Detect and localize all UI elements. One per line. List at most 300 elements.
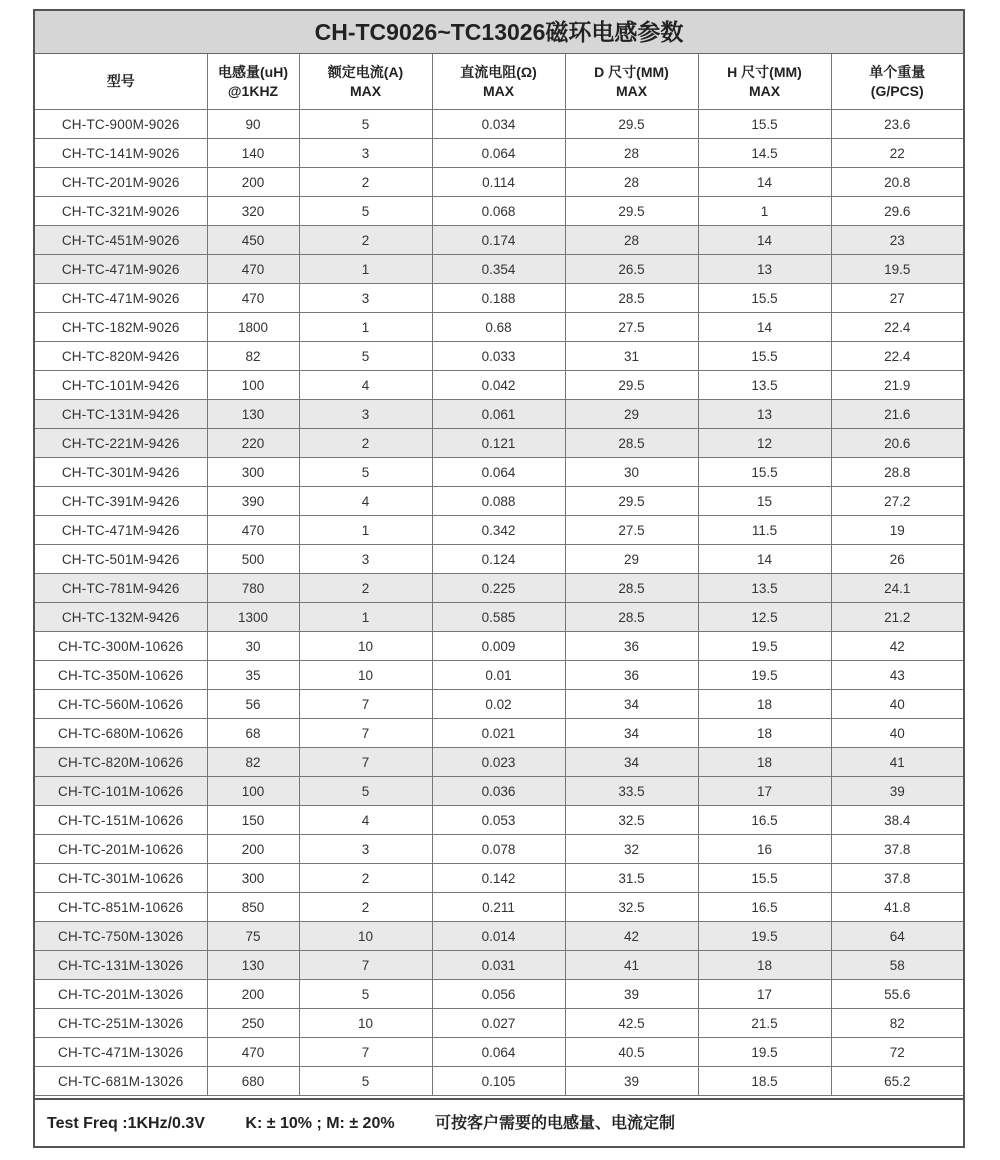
value-cell: 850	[207, 893, 299, 922]
table-row	[35, 516, 963, 545]
value-cell: 32	[565, 835, 698, 864]
table-row	[35, 777, 963, 806]
table-row	[35, 864, 963, 893]
model-cell: CH-TC-851M-10626	[35, 893, 207, 922]
value-cell: 64	[831, 922, 963, 951]
value-cell: 1	[698, 197, 831, 226]
value-cell: 0.036	[432, 777, 565, 806]
table-row	[35, 371, 963, 400]
value-cell: 2	[299, 893, 432, 922]
column-header-line: MAX	[748, 82, 781, 99]
table-row	[35, 226, 963, 255]
model-cell: CH-TC-501M-9426	[35, 545, 207, 574]
value-cell: 21.2	[831, 603, 963, 632]
value-cell: 32.5	[565, 893, 698, 922]
column-header-line: (G/PCS)	[870, 82, 924, 99]
table-row	[35, 922, 963, 951]
value-cell: 15.5	[698, 110, 831, 139]
model-cell: CH-TC-820M-9426	[35, 342, 207, 371]
value-cell: 0.061	[432, 400, 565, 429]
value-cell: 390	[207, 487, 299, 516]
value-cell: 0.142	[432, 864, 565, 893]
value-cell: 26	[831, 545, 963, 574]
value-cell: 200	[207, 835, 299, 864]
model-cell: CH-TC-471M-9426	[35, 516, 207, 545]
value-cell: 29.5	[565, 197, 698, 226]
value-cell: 0.188	[432, 284, 565, 313]
table-row	[35, 603, 963, 632]
table-row	[35, 661, 963, 690]
value-cell: 450	[207, 226, 299, 255]
value-cell: 30	[565, 458, 698, 487]
value-cell: 20.8	[831, 168, 963, 197]
table-body	[35, 110, 963, 1096]
value-cell: 0.124	[432, 545, 565, 574]
value-cell: 10	[299, 1009, 432, 1038]
sheet-title: CH-TC9026~TC13026磁环电感参数	[35, 11, 963, 54]
value-cell: 7	[299, 951, 432, 980]
value-cell: 780	[207, 574, 299, 603]
value-cell: 100	[207, 371, 299, 400]
value-cell: 22	[831, 139, 963, 168]
model-cell: CH-TC-182M-9026	[35, 313, 207, 342]
value-cell: 0.056	[432, 980, 565, 1009]
value-cell: 28	[565, 139, 698, 168]
model-cell: CH-TC-101M-10626	[35, 777, 207, 806]
value-cell: 0.042	[432, 371, 565, 400]
table-row	[35, 458, 963, 487]
value-cell: 100	[207, 777, 299, 806]
value-cell: 0.174	[432, 226, 565, 255]
value-cell: 0.021	[432, 719, 565, 748]
table-row	[35, 487, 963, 516]
value-cell: 130	[207, 400, 299, 429]
model-cell: CH-TC-471M-9026	[35, 284, 207, 313]
value-cell: 20.6	[831, 429, 963, 458]
model-cell: CH-TC-321M-9026	[35, 197, 207, 226]
value-cell: 29.5	[565, 110, 698, 139]
value-cell: 41	[565, 951, 698, 980]
column-header-line: 额定电流(A)	[327, 63, 404, 80]
value-cell: 21.6	[831, 400, 963, 429]
column-header-line: MAX	[349, 82, 382, 99]
value-cell: 0.585	[432, 603, 565, 632]
value-cell: 27.5	[565, 516, 698, 545]
value-cell: 0.02	[432, 690, 565, 719]
model-cell: CH-TC-391M-9426	[35, 487, 207, 516]
value-cell: 22.4	[831, 313, 963, 342]
model-cell: CH-TC-900M-9026	[35, 110, 207, 139]
customization-note: 可按客户需要的电感量、电流定制	[435, 1115, 676, 1132]
value-cell: 68	[207, 719, 299, 748]
value-cell: 29.5	[565, 371, 698, 400]
table-row	[35, 342, 963, 371]
value-cell: 82	[207, 748, 299, 777]
value-cell: 11.5	[698, 516, 831, 545]
model-cell: CH-TC-201M-9026	[35, 168, 207, 197]
value-cell: 0.064	[432, 1038, 565, 1067]
table-row	[35, 1067, 963, 1096]
model-cell: CH-TC-781M-9426	[35, 574, 207, 603]
value-cell: 36	[565, 632, 698, 661]
table-row	[35, 313, 963, 342]
value-cell: 16.5	[698, 893, 831, 922]
value-cell: 58	[831, 951, 963, 980]
value-cell: 27.5	[565, 313, 698, 342]
column-header-line: 型号	[106, 73, 135, 89]
value-cell: 17	[698, 980, 831, 1009]
table-row	[35, 574, 963, 603]
value-cell: 43	[831, 661, 963, 690]
value-cell: 12.5	[698, 603, 831, 632]
footer-note	[35, 1098, 963, 1146]
value-cell: 72	[831, 1038, 963, 1067]
value-cell: 140	[207, 139, 299, 168]
value-cell: 0.034	[432, 110, 565, 139]
value-cell: 15.5	[698, 342, 831, 371]
value-cell: 35	[207, 661, 299, 690]
value-cell: 0.088	[432, 487, 565, 516]
value-cell: 500	[207, 545, 299, 574]
value-cell: 42.5	[565, 1009, 698, 1038]
value-cell: 1	[299, 516, 432, 545]
value-cell: 0.009	[432, 632, 565, 661]
model-cell: CH-TC-201M-13026	[35, 980, 207, 1009]
value-cell: 10	[299, 661, 432, 690]
value-cell: 320	[207, 197, 299, 226]
value-cell: 7	[299, 1038, 432, 1067]
value-cell: 29	[565, 545, 698, 574]
value-cell: 2	[299, 226, 432, 255]
column-header	[207, 54, 299, 110]
test-freq-note: Test Freq :1KHz/0.3V	[47, 1115, 205, 1132]
value-cell: 4	[299, 806, 432, 835]
value-cell: 21.9	[831, 371, 963, 400]
value-cell: 5	[299, 110, 432, 139]
column-header-line: 直流电阻(Ω)	[460, 63, 537, 80]
column-header-line: D 尺寸(MM)	[594, 63, 669, 80]
column-header-line: MAX	[482, 82, 515, 99]
value-cell: 1800	[207, 313, 299, 342]
value-cell: 38.4	[831, 806, 963, 835]
value-cell: 1	[299, 255, 432, 284]
value-cell: 27	[831, 284, 963, 313]
model-cell: CH-TC-251M-13026	[35, 1009, 207, 1038]
table-row	[35, 835, 963, 864]
value-cell: 4	[299, 371, 432, 400]
column-header	[299, 54, 432, 110]
model-cell: CH-TC-131M-13026	[35, 951, 207, 980]
value-cell: 23.6	[831, 110, 963, 139]
value-cell: 12	[698, 429, 831, 458]
value-cell: 18	[698, 719, 831, 748]
value-cell: 0.014	[432, 922, 565, 951]
table-header-row	[35, 54, 963, 110]
value-cell: 220	[207, 429, 299, 458]
value-cell: 42	[831, 632, 963, 661]
value-cell: 15	[698, 487, 831, 516]
column-header-line: @1KHZ	[227, 82, 279, 99]
value-cell: 3	[299, 400, 432, 429]
value-cell: 30	[207, 632, 299, 661]
value-cell: 18.5	[698, 1067, 831, 1096]
value-cell: 0.031	[432, 951, 565, 980]
value-cell: 470	[207, 1038, 299, 1067]
value-cell: 0.105	[432, 1067, 565, 1096]
value-cell: 4	[299, 487, 432, 516]
value-cell: 39	[565, 980, 698, 1009]
value-cell: 300	[207, 864, 299, 893]
value-cell: 0.211	[432, 893, 565, 922]
table-row	[35, 168, 963, 197]
value-cell: 34	[565, 719, 698, 748]
value-cell: 42	[565, 922, 698, 951]
value-cell: 39	[565, 1067, 698, 1096]
value-cell: 5	[299, 1067, 432, 1096]
value-cell: 0.078	[432, 835, 565, 864]
model-cell: CH-TC-132M-9426	[35, 603, 207, 632]
table-row	[35, 139, 963, 168]
value-cell: 1300	[207, 603, 299, 632]
table-row	[35, 1009, 963, 1038]
value-cell: 41	[831, 748, 963, 777]
value-cell: 300	[207, 458, 299, 487]
table-row	[35, 632, 963, 661]
value-cell: 28.5	[565, 429, 698, 458]
table-row	[35, 1038, 963, 1067]
value-cell: 14	[698, 545, 831, 574]
value-cell: 0.053	[432, 806, 565, 835]
value-cell: 28.5	[565, 574, 698, 603]
value-cell: 3	[299, 284, 432, 313]
value-cell: 19.5	[698, 632, 831, 661]
column-header-line: H 尺寸(MM)	[727, 63, 802, 80]
value-cell: 18	[698, 951, 831, 980]
column-header	[831, 54, 963, 110]
value-cell: 82	[207, 342, 299, 371]
model-cell: CH-TC-560M-10626	[35, 690, 207, 719]
value-cell: 31	[565, 342, 698, 371]
value-cell: 2	[299, 429, 432, 458]
model-cell: CH-TC-101M-9426	[35, 371, 207, 400]
table-row	[35, 110, 963, 139]
column-header-line: MAX	[615, 82, 648, 99]
table-row	[35, 748, 963, 777]
value-cell: 15.5	[698, 864, 831, 893]
value-cell: 5	[299, 342, 432, 371]
value-cell: 82	[831, 1009, 963, 1038]
model-cell: CH-TC-141M-9026	[35, 139, 207, 168]
value-cell: 680	[207, 1067, 299, 1096]
value-cell: 15.5	[698, 284, 831, 313]
value-cell: 1	[299, 603, 432, 632]
value-cell: 2	[299, 864, 432, 893]
value-cell: 37.8	[831, 864, 963, 893]
model-cell: CH-TC-681M-13026	[35, 1067, 207, 1096]
value-cell: 23	[831, 226, 963, 255]
value-cell: 250	[207, 1009, 299, 1038]
model-cell: CH-TC-451M-9026	[35, 226, 207, 255]
table-row	[35, 400, 963, 429]
model-cell: CH-TC-131M-9426	[35, 400, 207, 429]
model-cell: CH-TC-201M-10626	[35, 835, 207, 864]
value-cell: 41.8	[831, 893, 963, 922]
value-cell: 1	[299, 313, 432, 342]
value-cell: 90	[207, 110, 299, 139]
table-row	[35, 545, 963, 574]
value-cell: 31.5	[565, 864, 698, 893]
value-cell: 40.5	[565, 1038, 698, 1067]
value-cell: 19.5	[698, 1038, 831, 1067]
value-cell: 28.5	[565, 603, 698, 632]
value-cell: 5	[299, 980, 432, 1009]
value-cell: 3	[299, 835, 432, 864]
value-cell: 27.2	[831, 487, 963, 516]
value-cell: 15.5	[698, 458, 831, 487]
value-cell: 0.114	[432, 168, 565, 197]
model-cell: CH-TC-301M-9426	[35, 458, 207, 487]
value-cell: 200	[207, 980, 299, 1009]
value-cell: 21.5	[698, 1009, 831, 1038]
model-cell: CH-TC-820M-10626	[35, 748, 207, 777]
column-header-line: 单个重量	[869, 63, 926, 80]
value-cell: 28	[565, 226, 698, 255]
value-cell: 40	[831, 719, 963, 748]
table-row	[35, 806, 963, 835]
value-cell: 5	[299, 458, 432, 487]
value-cell: 56	[207, 690, 299, 719]
value-cell: 470	[207, 284, 299, 313]
value-cell: 33.5	[565, 777, 698, 806]
value-cell: 24.1	[831, 574, 963, 603]
value-cell: 13.5	[698, 371, 831, 400]
value-cell: 2	[299, 168, 432, 197]
value-cell: 0.068	[432, 197, 565, 226]
value-cell: 0.121	[432, 429, 565, 458]
value-cell: 5	[299, 197, 432, 226]
column-header	[565, 54, 698, 110]
table-row	[35, 719, 963, 748]
spec-sheet	[33, 9, 965, 1148]
value-cell: 14	[698, 313, 831, 342]
value-cell: 29.6	[831, 197, 963, 226]
value-cell: 13	[698, 400, 831, 429]
value-cell: 17	[698, 777, 831, 806]
value-cell: 29	[565, 400, 698, 429]
value-cell: 16.5	[698, 806, 831, 835]
value-cell: 470	[207, 516, 299, 545]
table-row	[35, 690, 963, 719]
value-cell: 7	[299, 748, 432, 777]
value-cell: 36	[565, 661, 698, 690]
table-row	[35, 893, 963, 922]
model-cell: CH-TC-471M-9026	[35, 255, 207, 284]
model-cell: CH-TC-151M-10626	[35, 806, 207, 835]
value-cell: 0.225	[432, 574, 565, 603]
value-cell: 32.5	[565, 806, 698, 835]
table-row	[35, 980, 963, 1009]
value-cell: 19.5	[831, 255, 963, 284]
spec-table	[35, 54, 963, 1096]
value-cell: 14.5	[698, 139, 831, 168]
value-cell: 3	[299, 139, 432, 168]
model-cell: CH-TC-221M-9426	[35, 429, 207, 458]
value-cell: 5	[299, 777, 432, 806]
value-cell: 14	[698, 168, 831, 197]
value-cell: 65.2	[831, 1067, 963, 1096]
table-row	[35, 197, 963, 226]
value-cell: 14	[698, 226, 831, 255]
value-cell: 28.8	[831, 458, 963, 487]
value-cell: 28.5	[565, 284, 698, 313]
column-header	[432, 54, 565, 110]
value-cell: 18	[698, 748, 831, 777]
model-cell: CH-TC-350M-10626	[35, 661, 207, 690]
value-cell: 10	[299, 632, 432, 661]
value-cell: 29.5	[565, 487, 698, 516]
model-cell: CH-TC-300M-10626	[35, 632, 207, 661]
value-cell: 16	[698, 835, 831, 864]
model-cell: CH-TC-471M-13026	[35, 1038, 207, 1067]
value-cell: 37.8	[831, 835, 963, 864]
value-cell: 22.4	[831, 342, 963, 371]
value-cell: 0.68	[432, 313, 565, 342]
value-cell: 7	[299, 690, 432, 719]
column-header-line: 电感量(uH)	[218, 63, 288, 80]
value-cell: 0.342	[432, 516, 565, 545]
value-cell: 19.5	[698, 922, 831, 951]
value-cell: 34	[565, 690, 698, 719]
column-header	[35, 54, 207, 110]
value-cell: 0.01	[432, 661, 565, 690]
value-cell: 470	[207, 255, 299, 284]
value-cell: 39	[831, 777, 963, 806]
value-cell: 130	[207, 951, 299, 980]
value-cell: 55.6	[831, 980, 963, 1009]
value-cell: 0.033	[432, 342, 565, 371]
value-cell: 0.064	[432, 458, 565, 487]
value-cell: 3	[299, 545, 432, 574]
value-cell: 0.354	[432, 255, 565, 284]
value-cell: 150	[207, 806, 299, 835]
value-cell: 10	[299, 922, 432, 951]
value-cell: 19.5	[698, 661, 831, 690]
value-cell: 7	[299, 719, 432, 748]
table-row	[35, 951, 963, 980]
value-cell: 0.064	[432, 139, 565, 168]
value-cell: 13.5	[698, 574, 831, 603]
table-row	[35, 284, 963, 313]
model-cell: CH-TC-680M-10626	[35, 719, 207, 748]
value-cell: 18	[698, 690, 831, 719]
value-cell: 200	[207, 168, 299, 197]
value-cell: 28	[565, 168, 698, 197]
tolerance-note: K: ± 10% ; M: ± 20%	[245, 1115, 395, 1132]
value-cell: 2	[299, 574, 432, 603]
value-cell: 0.023	[432, 748, 565, 777]
column-header	[698, 54, 831, 110]
value-cell: 34	[565, 748, 698, 777]
value-cell: 19	[831, 516, 963, 545]
value-cell: 0.027	[432, 1009, 565, 1038]
value-cell: 40	[831, 690, 963, 719]
model-cell: CH-TC-750M-13026	[35, 922, 207, 951]
value-cell: 75	[207, 922, 299, 951]
table-row	[35, 429, 963, 458]
value-cell: 26.5	[565, 255, 698, 284]
value-cell: 13	[698, 255, 831, 284]
model-cell: CH-TC-301M-10626	[35, 864, 207, 893]
